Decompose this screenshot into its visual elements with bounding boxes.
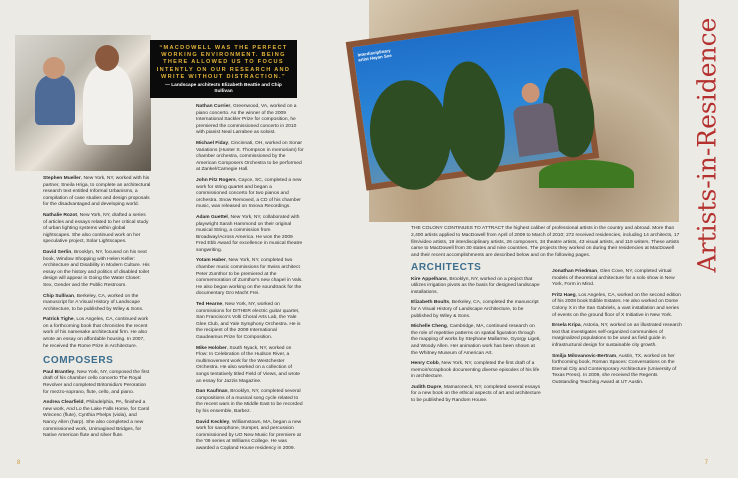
bio-text: , Los Angeles, CA, continued work on a forthcoming book that chronicles the recent work of his namesake architectural firm. He also wrote an essay on affordable housing. In 2007, he received the Rome Prize in Architecture.: [43, 317, 149, 349]
architects-photo: [15, 35, 151, 171]
bio-text: , Cincinnati, OH, worked on Sonar Variations (Hunter S. Thompson in memoriam) for chamber orchestra, commissioned by the American Composers Orchestra to be performed at Zankel/Carnegie Hall.: [196, 140, 304, 173]
bio-entry: [196, 215, 304, 255]
bio-entry: [43, 317, 151, 350]
artist-name: Stephen Mueller: [43, 176, 81, 181]
photo-caption: Interdisciplinary artist Hayan Soe: [357, 47, 393, 63]
bio-entry: [43, 370, 151, 396]
artist-name: David Serlin: [43, 249, 72, 255]
artist-name: Nathan Currier: [196, 104, 231, 109]
bio-text: , New York, NY, worked on commissions for DITHER electric guitar quartet, San Francisco's Volti Choral Arts Lab, the Yale Glee Club, and Yale Symphony Orchestra. He is the recipient of the 2009 International Gaudeamus Prize for Composition.: [196, 302, 301, 340]
bio-entry: [196, 178, 304, 211]
bio-entry: [411, 361, 542, 381]
person-head: [95, 45, 119, 71]
architects-heading: ARCHITECTS: [411, 261, 482, 273]
bio-text: , New York, NY, worked with his partner, Sneila Hriga, to complete an architectural research text entitled Informal Urbanisms, a compilation of case studies and design proposals for the disadvantaged and developing world.: [43, 176, 151, 208]
quote-attribution: — Landscape architects Elizabeth Beattie and Chip Sullivan: [165, 83, 282, 95]
bio-text: , Philadelphia, PA, finished a new work, And Lo the Lake Falls Home, for Carol Wincenc (flute), Cynthia Phelps (viola), and Nancy Allen (harp). She also completed a new commissioned work, Unimagined Bridges, for Native American flute and silver flute.: [43, 400, 150, 439]
bio-entry: [43, 294, 151, 314]
bio-entry: [43, 176, 151, 209]
artist-name: Yotam Haber: [196, 258, 226, 264]
bio-text: , Mamaroneck, NY, completed several essays for a new book on the ethical aspects of art and architecture to be published by Random House.: [411, 384, 541, 404]
artist-name: Andrea Clearfield: [43, 400, 84, 406]
bio-entry: [196, 104, 304, 137]
bio-entry: [196, 302, 304, 342]
bio-entry: [411, 300, 542, 320]
bio-entry: [196, 420, 304, 453]
artist-name: Patrick Tighe: [43, 317, 74, 323]
bio-text: , New York, NY, collaborated with playwright Sarah Hammond on their original musical String, a commission from Broadway/Across America. He won the 2009 Fred Ebb Award for excellence in musical theatre songwriting.: [196, 214, 303, 253]
quote-text: “MACDOWELL WAS THE PERFECT WORKING ENVIRONMENT. BEING THERE ALLOWED US TO FOCUS INTENTLY ON OUR RESEARCH AND WRITE WITHOUT DISTRACTION.”: [156, 45, 291, 80]
artist-name: Mike Holober: [196, 345, 227, 351]
right-page: [357, 0, 738, 478]
artist-name: Dan Kaufman: [196, 389, 228, 395]
bio-text: , Berkeley, CA, completed the manuscript for A Visual History of Landscape Architecture, to be published by Wiley & Sons.: [411, 300, 539, 319]
architects-columns: [411, 261, 683, 409]
bio-text: , Astoria, NY, worked on an illustrated research text that investigates self-organized communities of marginalized populations to be used as field guide in infrastructural design for sustainable city growth.: [552, 323, 682, 348]
person-head: [43, 57, 65, 79]
left-column: [43, 176, 151, 444]
mirror-photo: [357, 0, 679, 222]
bio-entry: [411, 277, 542, 297]
pull-quote: [150, 40, 297, 98]
artist-name: Smilja Milovanovic-Bertram: [552, 353, 617, 359]
bio-text: , Brooklyn, NY, focused on his next book, Window Shopping with Helen Keller: Architecture and Disability in Modern Culture. His essay on the history and politics of disabled toilet design will appear in Going the Water Closet: Sex, Gender and the Public Restroom.: [43, 249, 150, 288]
artist-name: Ersela Kripa: [552, 323, 581, 329]
artist-name: Michael Fiday: [196, 140, 229, 146]
bio-text: , Greenwood, VA, worked on a piano concerto. As the winner of the 2009 International Sackler Prize for composition, he premiered the commissioned concerto in 2010 with pianist Neal Larrabee as soloist.: [196, 104, 297, 136]
bio-text: , New York, NY, drafted a series of articles and essays related to her critical study of urban lighting systems within global nightscapes. She also continued work on her speculative project, Solar Lightscapes.: [43, 212, 149, 245]
bio-entry: [552, 293, 683, 319]
bio-text: , Brooklyn, NY, completed several compositions of a musical song cycle related to the recent wars in the Middle East to be recorded by his ensemble, Barbez.: [196, 389, 303, 414]
artist-name: John Fitz Rogers: [196, 177, 236, 183]
intro-paragraph: THE COLONY CONTINUES TO ATTRACT the highest caliber of professional artists in the country and abroad. More than 2,400 artists applied to MacDowell from April of 2009 to March of 2010; 272 received residencies, including 14 architects, 17 film/video artists, 19 interdisciplinary artists, 26 composers, 34 theatre artists, 43 visual artists, and 119 writers. These artists came to MacDowell from 30 states and nine countries. The projects they worked on during their residencies at MacDowell and their recent accomplishments are described below and on the following pages.: [411, 226, 680, 259]
bio-text: , Austin, TX, worked on her forthcoming book, Roman Spaces: Conversations on the Eternal City and Contemporary Architecture (University of Texas Press). In 2009, she received the Regents Outstanding Teaching Award at UT Austin.: [552, 353, 677, 385]
artist-name: Adam Guettel: [196, 214, 228, 220]
composers-heading: COMPOSERS: [43, 355, 114, 367]
tree: [436, 57, 512, 184]
artist-name: Henry Cobb: [411, 361, 439, 367]
person-figure: [83, 65, 133, 145]
bio-entry: [552, 323, 683, 349]
artist-name: Judith Dupre: [411, 384, 442, 390]
artist-name: Chip Sullivan: [43, 293, 74, 299]
artist-name: Michelle Cheng: [411, 324, 447, 330]
bio-text: , New York, NY, completed the first draft of a memoir/scrapbook documenting diverse episodes of his life in architecture.: [411, 361, 540, 380]
bio-text: , New York, NY, composed the first draft of his chamber cello concerto The Royal Revolver and completed Britomidia's Peroration for mezzo-soprano, flute, cello, and piano.: [43, 369, 150, 395]
bio-text: , Berkeley, CA, worked on the manuscript for A Visual History of Landscape Architecture, to be published by Wiley & Sons.: [43, 293, 144, 312]
bio-text: , Glen Cove, NY, completed virtual models of theoretical architecture for a solo show in New York, Form in Mind.: [552, 268, 675, 288]
person-figure: [35, 75, 75, 125]
artist-name: Jonathan Friedman: [552, 268, 598, 274]
section-title: [687, 17, 727, 273]
bio-entry: [196, 258, 304, 298]
artist-name: Fritz Haeg: [552, 292, 576, 298]
architects-column-1: [411, 261, 542, 409]
middle-column: [196, 104, 304, 457]
bio-entry: [552, 354, 683, 387]
bio-text: , New York, NY, completed two chamber music commissions for Swiss architect Peter Zumthor to be premiered at the commemoration of Zumthor's new chapel in Vals. He also began working on the soundtrack for the documentary Gro Macht Frei.: [196, 258, 303, 297]
bio-entry: [43, 213, 151, 246]
architects-column-2: [552, 265, 683, 409]
artist-name: David Keckley: [196, 419, 230, 425]
bio-text: , Williamstown, MA, began a new work for saxophone, trumpet, and percussion commissioned by UO New Music for premiere at the '09 series at Williams College. He was awarded a Copland House residency in 2009.: [196, 419, 302, 451]
artist-name: Kire Appelhans: [411, 276, 447, 282]
artist-name: Paul Brantley: [43, 369, 75, 375]
bio-text: , South Nyack, NY, worked on Flow: In Celebration of the Hudson River, a multimovement work for the Westchester Orchestra. He also worked on a collection of songs tentatively titled Field of Views, and wrote an essay for Jazzis Magazine.: [196, 345, 301, 384]
bio-entry: [552, 269, 683, 289]
bio-text: , Brooklyn, NY, worked on a project that utilizes irrigation pivots as the basis for designed landscape installations.: [411, 276, 540, 295]
bio-entry: [411, 385, 542, 405]
artist-name: Elizabeth Boults: [411, 300, 450, 306]
bio-entry: [196, 389, 304, 415]
bio-entry: [43, 400, 151, 440]
bio-entry: [43, 250, 151, 290]
bio-entry: [196, 346, 304, 386]
artist-name: Ted Hearne: [196, 302, 223, 308]
bio-entry: [196, 141, 304, 174]
bio-text: , Los Angeles, CA, worked on the second edition of his 2008 book Edible Estates. He also worked on Dome Colony X in the San Gabriels, a vast installation and series of events on the ground floor of X Initiative in New York.: [552, 292, 681, 318]
page-number: 8: [17, 460, 21, 466]
bio-entry: [411, 324, 542, 357]
page-number: 7: [704, 460, 708, 466]
bio-text: , Cambridge, MA, continued research on the role of repetitive patterns on spatial figuration through the mapping of works by Stephane Mallarme, Gyorgy Ligeti, and Woody Allen. Her animation work has been shown at the Whitney Museum of American Art.: [411, 324, 541, 356]
bush: [539, 160, 634, 188]
right-body: [411, 226, 683, 409]
section-title-text: Artists-in-Residence: [692, 17, 722, 273]
artist-name: Nathalie Rozot: [43, 212, 77, 218]
bio-text: , Cayce, SC, completed a new work for string quartet and began a commissioned concerto for two pianos and orchestra. Snow Removed, a CD of his chamber music, was released on Innova Recordings.: [196, 177, 302, 210]
